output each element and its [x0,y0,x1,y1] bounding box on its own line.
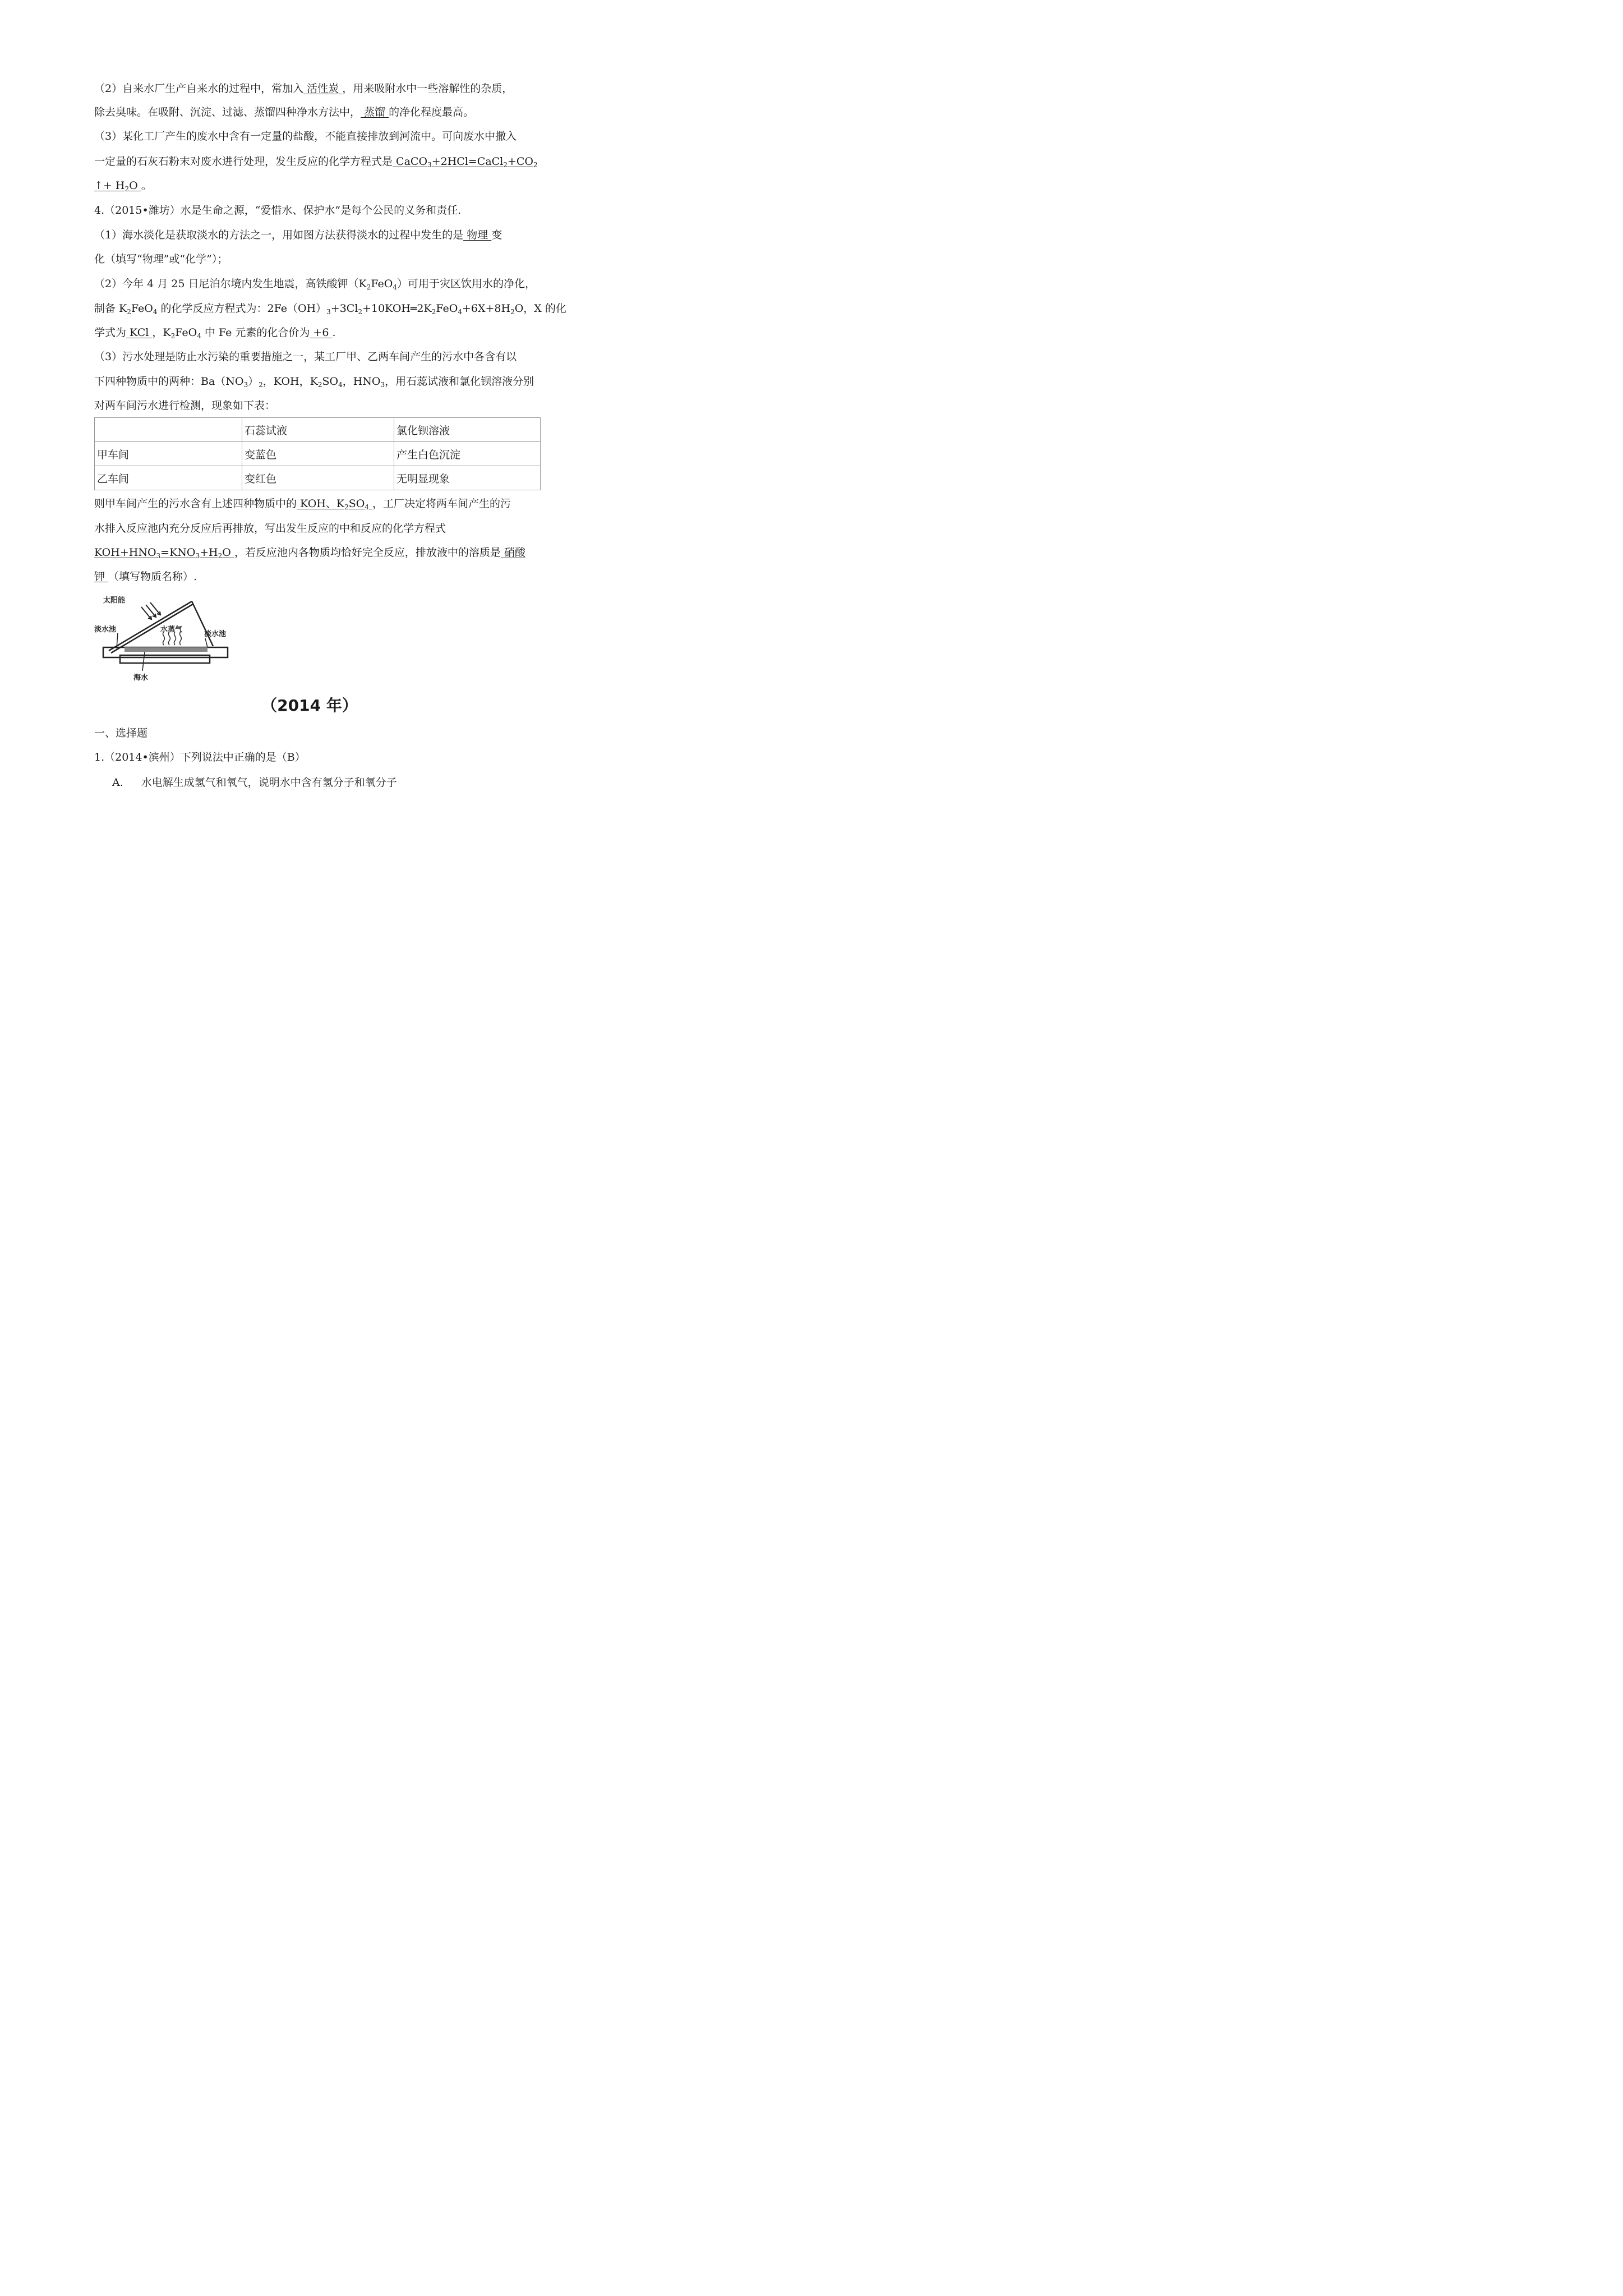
question-text: ，若反应池内各物质均恰好完全反应，排放液中的溶质是 [234,546,501,559]
subscript: 2 [344,503,349,511]
answer-equation-cont [94,180,141,192]
subscript: 2 [510,308,515,316]
question-1: 1.（2014•滨州）下列说法中正确的是（B） [94,751,306,763]
q4-part3-line4 [94,496,511,511]
subscript: 2 [431,308,436,316]
answer-equation [94,546,234,559]
left-pool-label: 淡水池 [94,625,117,634]
q4-heading: 4.（2015•潍坊）水是生命之源，“爱惜水、保护水”是每个公民的义务和责任. [94,204,462,217]
q3-part3-line3 [94,178,152,193]
section-title: （2014 年） [261,696,358,715]
subscript: 4 [365,503,369,511]
q4-part2-line3 [94,325,336,340]
subscript: 3 [380,381,385,389]
equation-part: +2HCl=CaCl [431,155,504,168]
equation-part: +H [200,546,218,559]
part-heading: 一、选择题 [94,727,148,739]
subscript: 3 [326,308,331,316]
subscript: 4 [338,381,343,389]
table-cell: 变蓝色 [242,442,394,466]
answer-blank: 蒸馏 [361,106,389,118]
subscript: 2 [170,332,176,340]
question-text: ，KOH，K [262,375,318,388]
option-text: 水电解生成氢气和氧气，说明水中含有氢分子和氧分子 [141,776,397,789]
table-row [95,466,541,490]
subscript: 2 [358,308,363,316]
q4-part3-line2 [94,374,534,389]
question-text: 除去臭味。在吸附、沉淀、过滤、蒸馏四种净水方法中， [94,106,361,118]
question-text: ，K [152,326,171,339]
q4-part3-line5 [94,521,446,536]
q3-part3-line2 [94,154,538,169]
option-a [112,775,397,790]
question-text: 则甲车间产生的污水含有上述四种物质中的 [94,498,297,510]
solar-desalination-figure [91,593,238,685]
subscript: 2 [317,381,322,389]
equation-part: KOH+HNO [94,546,156,559]
q3-part2-line2 [94,105,474,119]
observation-table [94,417,541,490]
subscript: 2 [533,161,538,169]
equation-part: ↑+ H [94,180,125,192]
seawater-surface [125,647,208,652]
equation-part: O [129,180,141,192]
question-text: +3Cl [330,302,358,315]
punctuation: . [332,326,336,339]
question-text: 制备 K [94,302,127,315]
q4-part3-line1: （3）污水处理是防止水污染的重要措施之一，某工厂甲、乙两车间产生的污水中各含有以 [94,351,517,363]
subscript: 2 [125,185,130,193]
subscript: 2 [259,381,263,389]
equation-part: =KNO [160,546,196,559]
question-text: 一定量的石灰石粉末对废水进行处理，发生反应的化学方程式是 [94,155,393,168]
question-text: ） [248,375,259,388]
table-cell: 石蕊试液 [242,418,394,442]
answer-blank: +6 [310,326,333,339]
table-cell: 乙车间 [95,466,242,490]
q4-part2-line1 [94,277,536,291]
q4-part3-line7 [94,569,197,584]
table-cell: 无明显现象 [394,466,541,490]
answer-blank: 活性炭 [303,82,343,95]
question-text: （填写物质名称）. [108,570,197,583]
answer-blank: 硝酸 [500,546,525,559]
question-text: （2）今年 4 月 25 日尼泊尔境内发生地震，高铁酸钾（K [94,278,367,290]
table-cell: 变红色 [242,466,394,490]
question-text: +10KOH═2K [362,302,432,315]
table-cell [95,418,242,442]
answer-blank: 钾 [94,570,109,583]
answer-blank: 物理 [463,229,492,241]
question-text: 学式为 [94,326,127,339]
q4-part3-line6 [94,545,525,560]
q4-part2-line2 [94,301,566,316]
q4-part3-line3: 对两车间污水进行检测，现象如下表： [94,399,276,412]
equation-part: O [222,546,234,559]
table-cell: 氯化钡溶液 [394,418,541,442]
question-text: ，用来吸附水中一些溶解性的杂质， [342,82,513,95]
vapor-label: 水蒸气 [160,625,183,634]
question-text: 下四种物质中的两种：Ba（NO [94,375,244,388]
question-text: 水排入反应池内充分反应后再排放，写出发生反应的中和反应的化学方程式 [94,522,446,535]
answer-blank: KCl [126,326,153,339]
question-text: FeO [436,302,458,315]
subscript: 4 [458,308,462,316]
pointer-line [205,638,208,647]
punctuation: 。 [141,180,152,192]
table-row [95,442,541,466]
sun-label: 太阳能 [103,596,126,605]
question-text: 变 [491,229,502,241]
answer-equation [393,155,538,168]
q3-part3-line1: （3）某化工厂产生的废水中含有一定量的盐酸，不能直接排放到河流中。可向废水中撒入 [94,130,517,142]
subscript: 3 [195,552,200,560]
subscript: 2 [127,308,131,316]
option-label: A. [112,776,123,789]
answer-blank [297,498,372,510]
subscript: 3 [243,381,248,389]
subscript: 4 [197,332,201,340]
question-text: SO [322,375,339,388]
sea-label: 海水 [133,674,149,682]
table-header-row [95,418,541,442]
question-text: 的净化程度最高。 [389,106,474,118]
right-pool-label: 淡水池 [204,630,227,638]
subscript: 2 [218,552,223,560]
question-text: FeO [131,302,153,315]
question-text: （2）自来水厂生产自来水的过程中，常加入 [94,82,304,95]
equation-part: +CO [507,155,533,168]
q4-part1-line2: 化（填写“物理”或“化学”）； [94,253,228,265]
equation-part: CaCO [393,155,428,168]
question-text: 中 Fe 元素的化合价为 [201,326,310,339]
subscript: 4 [393,283,397,291]
question-text: ，工厂决定将两车间产生的污 [372,498,511,510]
subscript: 2 [503,161,508,169]
question-text: FeO [175,326,197,339]
answer-part: SO [348,498,365,510]
table-cell: 甲车间 [95,442,242,466]
question-text: （1）海水淡化是获取淡水的方法之一，用如图方法获得淡水的过程中发生的是 [94,229,464,241]
question-text: +6X+8H [462,302,511,315]
question-text: 的化学反应方程式为：2Fe（OH） [157,302,327,315]
question-text: FeO [371,278,393,290]
question-text: ，HNO [342,375,381,388]
question-text: O，X 的化 [514,302,566,315]
sun-arrows-icon [141,602,160,619]
q4-part1-line1 [94,228,502,242]
q3-part2-line1 [94,81,513,96]
subscript: 2 [366,283,371,291]
question-text: ，用石蕊试液和氯化钡溶液分别 [385,375,534,388]
subscript: 3 [427,161,432,169]
subscript: 4 [153,308,158,316]
table-cell: 产生白色沉淀 [394,442,541,466]
answer-part: KOH、K [297,498,345,510]
subscript: 3 [156,552,161,560]
question-text: ）可用于灾区饮用水的净化， [396,278,536,290]
